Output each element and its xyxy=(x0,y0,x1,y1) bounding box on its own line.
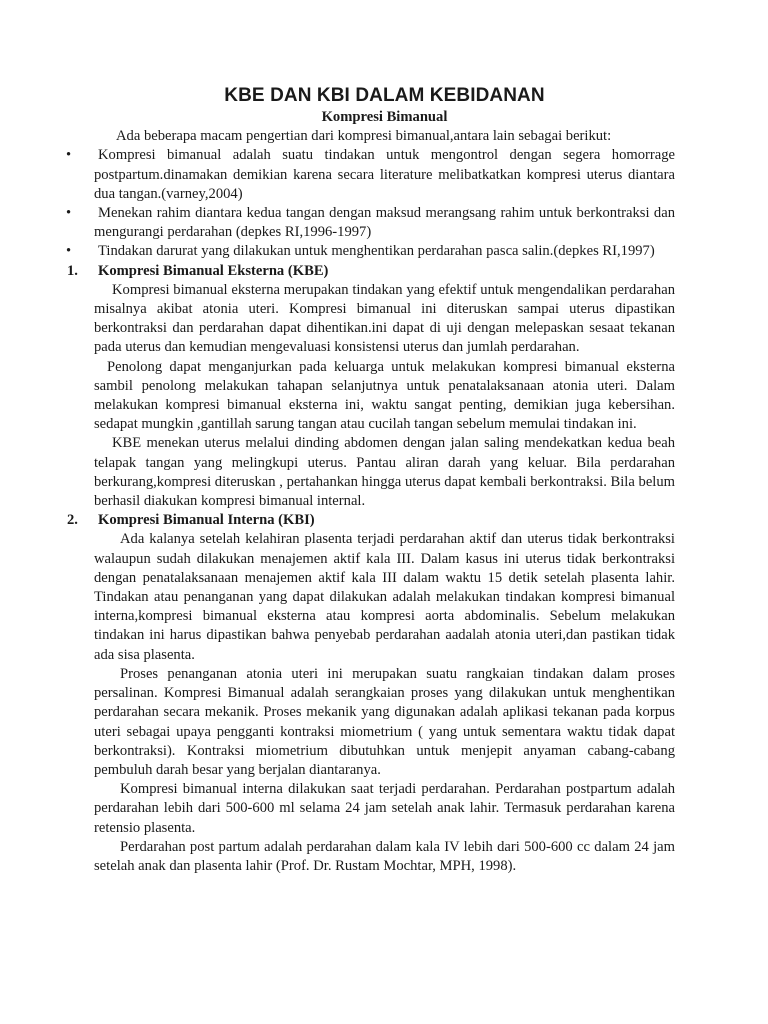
definition-text: Menekan rahim diantara kedua tangan dengan maksud merangsang rahim untuk berkontraksi dan mengurangi perdarahan (depkes RI,1996-1997) xyxy=(94,205,675,241)
definition-text: Tindakan darurat yang dilakukan untuk menghentikan perdarahan pasca salin.(depkes RI,1997) xyxy=(98,243,655,260)
body-paragraph: Kompresi bimanual interna dilakukan saat terjadi perdarahan. Perdarahan postpartum adalah perdarahan lebih dari 500-600 ml selama 24 jam setelah anak lahir. Termasuk perdarahan karena retensio plasenta. xyxy=(94,781,675,836)
section-heading-kbi xyxy=(67,511,675,530)
definition-item xyxy=(66,242,675,261)
section-number: 2. xyxy=(67,512,78,529)
bullet-icon: • xyxy=(66,243,72,260)
document-title: KBE DAN KBI DALAM KEBIDANAN xyxy=(224,85,545,106)
body-paragraph: Proses penanganan atonia uteri ini merupakan suatu rangkaian tindakan dalam proses persalinan. Kompresi Bimanual adalah serangkaian proses yang dilakukan untuk menghentikan perdarahan secara mekanik. Proses mekanik yang digunakan adalah aplikasi tekanan pada korpus uteri sebagai upaya pengganti kontraksi miometrium ( yang untuk sementara waktu tidak dapat berkontraksi). Kontraksi miometrium dibutuhkan untuk menjepit anyaman cabang-cabang pembuluh darah besar yang berjalan diantaranya. xyxy=(94,665,675,778)
bullet-icon: • xyxy=(66,147,72,164)
document-subtitle: Kompresi Bimanual xyxy=(321,109,448,125)
body-paragraph: Ada kalanya setelah kelahiran plasenta terjadi perdarahan aktif dan uterus tidak berkontraksi walaupun sudah dilakukan menajemen aktif kala III. Dalam kasus ini uterus tidak berkontraksi dengan penatalaksanaan menajemen aktif kala III dalam waktu 15 detik setelah plasenta lahir. Tindakan atau penanganan yang dapat dilakukan adalah melakukan tindakan kompresi bimanual interna,kompresi bimanual eksterna atau kompresi aorta abdominalis. Sebelum melakukan tindakan ini harus dipastikan bahwa penyebab perdarahan aadalah atonia uteri,dan pastikan tidak ada sisa plasenta. xyxy=(94,531,675,663)
definition-text: Kompresi bimanual adalah suatu tindakan untuk mengontrol dengan segera homorrage postpartum.dinamakan demikian karena secara literature melibatkatkan kompresi uterus diantara dua tangan.(varney,2004) xyxy=(94,147,675,202)
intro-paragraph: Ada beberapa macam pengertian dari kompresi bimanual,antara lain sebagai berikut: xyxy=(116,128,612,145)
section-number: 1. xyxy=(67,262,78,279)
section-heading-text: Kompresi Bimanual Interna (KBI) xyxy=(98,512,315,529)
body-paragraph: Perdarahan post partum adalah perdarahan dalam kala IV lebih dari 500-600 cc dalam 24 jam setelah anak dan plasenta lahir (Prof. Dr. Rustam Mochtar, MPH, 1998). xyxy=(94,838,675,874)
body-paragraph: Penolong dapat menganjurkan pada keluarga untuk melakukan kompresi bimanual eksterna sambil penolong melakukan tahapan selanjutnya untuk penatalaksanaan atonia uteri. Dalam melakukan kompresi bimanual eksterna ini, waktu sangat penting, demikian juga kebersihan. sedapat mungkin ,gantillah sarung tangan atau cucilah tangan sebelum memulai tindakan ini. xyxy=(94,358,675,433)
body-paragraph: Kompresi bimanual eksterna merupakan tindakan yang efektif untuk mengendalikan perdarahan misalnya akibat atonia uteri. Kompresi bimanual ini diteruskan sampai uterus dipastikan berkontraksi dan perdarahan dapat dihentikan.ini dapat di uji dengan melepaskan sesaat tekanan pada uterus dan kemudian mengevaluasi konsistensi uterus dan jumlah perdarahan. xyxy=(94,281,675,356)
section-heading-text: Kompresi Bimanual Eksterna (KBE) xyxy=(98,262,329,279)
bullet-icon: • xyxy=(66,205,72,222)
body-paragraph: KBE menekan uterus melalui dinding abdomen dengan jalan saling mendekatkan kedua beah telapak tangan yang melingkupi uterus. Pantau aliran darah yang keluar. Bila perdarahan berkurang,kompresi diteruskan , pertahankan hingga uterus dapat kembali berkontraksi. Bila belum berhasil diakukan kompresi bimanual internal. xyxy=(94,435,675,510)
definition-item xyxy=(66,204,675,242)
definition-list xyxy=(66,146,675,261)
definition-item xyxy=(66,146,675,204)
document-page xyxy=(66,83,675,876)
section-heading-kbe xyxy=(67,262,675,281)
